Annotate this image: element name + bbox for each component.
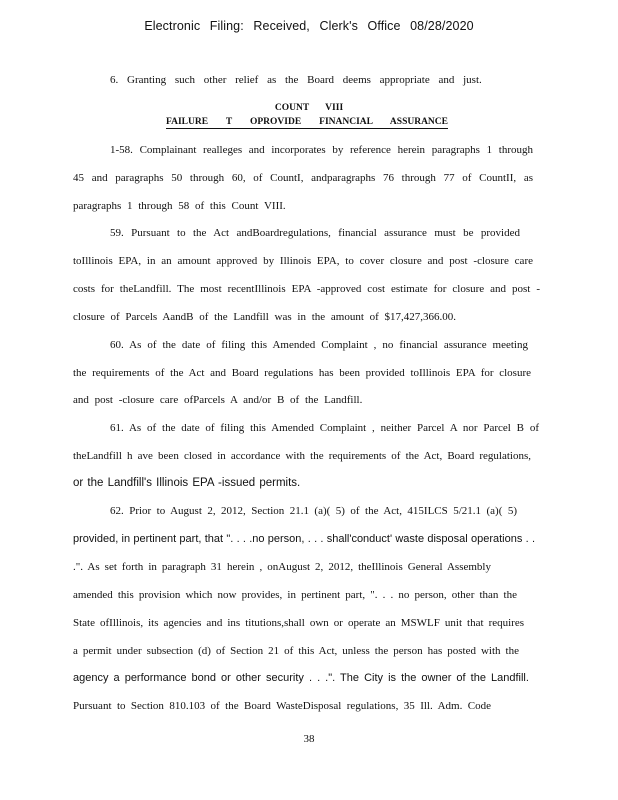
paragraph-1-58-line-3: paragraphs 1 through 58 of this Count VIII. <box>73 200 286 212</box>
paragraph-61-line-3: or the Landfill's Illinois EPA -issued permits. <box>73 477 301 489</box>
paragraph-62-line-2: provided, in pertinent part, that ". . . .no person, . . . shall'conduct' waste disposal operations . . <box>73 533 535 545</box>
paragraph-1-58-line-1: 1-58. Complainant realleges and incorporates by reference herein paragraphs 1 through <box>110 144 533 156</box>
paragraph-62-line-3: .". As set forth in paragraph 31 herein , onAugust 2, 2012, theIllinois General Assembly <box>73 561 491 573</box>
paragraph-62-line-5: State ofIllinois, its agencies and ins titutions,shall own or operate an MSWLF unit that requires <box>73 617 524 629</box>
paragraph-6-line: 6. Granting such other relief as the Board deems appropriate and just. <box>110 74 482 86</box>
paragraph-62-line-1: 62. Prior to August 2, 2012, Section 21.1 (a)( 5) of the Act, 415ILCS 5/21.1 (a)( 5) <box>110 505 517 517</box>
paragraph-62-line-4: amended this provision which now provides, in pertinent part, ". . . no person, other than the <box>73 589 517 601</box>
count-title: COUNT VIII <box>274 103 344 113</box>
paragraph-61-line-2: theLandfill h ave been closed in accordance with the requirements of the Act, Board regulations, <box>73 450 531 462</box>
paragraph-1-58-line-2: 45 and paragraphs 50 through 60, of CountI, andparagraphs 76 through 77 of CountII, as <box>73 172 533 184</box>
paragraph-59-line-4: closure of Parcels AandB of the Landfill was in the amount of $17,427,366.00. <box>73 311 457 323</box>
paragraph-59-line-1: 59. Pursuant to the Act andBoardregulations, financial assurance must be provided <box>110 227 520 239</box>
page-number: 38 <box>303 733 315 745</box>
paragraph-61-line-1: 61. As of the date of filing this Amended Complaint , neither Parcel A nor Parcel B of <box>110 422 539 434</box>
paragraph-60-line-1: 60. As of the date of filing this Amended Complaint , no financial assurance meeting <box>110 339 528 351</box>
paragraph-59-line-3: costs for theLandfill. The most recentIllinois EPA -approved cost estimate for closure and post - <box>73 283 540 295</box>
paragraph-62-line-8: Pursuant to Section 810.103 of the Board WasteDisposal regulations, 35 Ill. Adm. Code <box>73 700 491 712</box>
paragraph-60-line-3: and post -closure care ofParcels A and/or B of the Landfill. <box>73 394 363 406</box>
paragraph-59-line-2: toIllinois EPA, in an amount approved by Illinois EPA, to cover closure and post -closure care <box>73 255 533 267</box>
count-subtitle: FAILURE T OPROVIDE FINANCIAL ASSURANCE <box>166 117 448 127</box>
paragraph-60-line-2: the requirements of the Act and Board regulations has been provided toIllinois EPA for closure <box>73 367 531 379</box>
paragraph-62-line-6: a permit under subsection (d) of Section 21 of this Act, unless the person has posted with the <box>73 645 519 657</box>
filing-header: Electronic Filing: Received, Clerk's Office 08/28/2020 <box>144 19 474 33</box>
paragraph-62-line-7: agency a performance bond or other security . . .". The City is the owner of the Landfill. <box>73 672 529 684</box>
